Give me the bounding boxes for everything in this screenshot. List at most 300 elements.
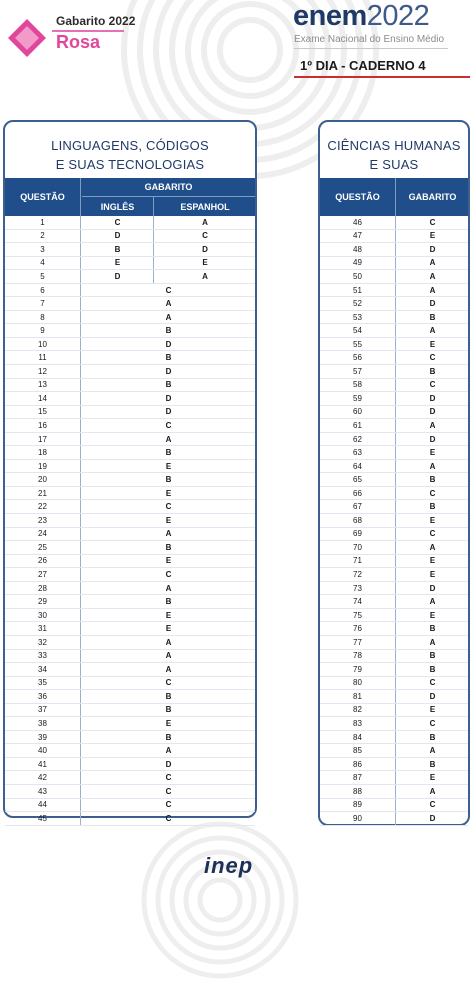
question-number: 68 — [320, 514, 396, 527]
table-row — [5, 216, 255, 230]
inep-logo: inep — [204, 853, 254, 878]
column-header-ingles: INGLÊS — [82, 197, 154, 216]
answer-letter: B — [429, 664, 436, 674]
question-number: 85 — [320, 744, 396, 757]
table-row — [5, 433, 255, 447]
question-number: 89 — [320, 799, 396, 812]
answer-letter: C — [165, 678, 172, 688]
question-number: 59 — [320, 392, 396, 405]
question-number: 30 — [5, 609, 81, 622]
caderno-label: 1º DIA - CADERNO 4 — [300, 58, 426, 73]
table-row — [320, 500, 468, 514]
question-number: 58 — [320, 379, 396, 392]
table-row — [320, 379, 468, 393]
table-row — [320, 230, 468, 244]
question-number: 83 — [320, 717, 396, 730]
table-row — [5, 622, 255, 636]
pink-diamond-icon — [6, 17, 48, 59]
question-number: 15 — [5, 406, 81, 419]
enem-logo-word: enem — [293, 0, 367, 32]
table-row — [5, 514, 255, 528]
table-row — [320, 419, 468, 433]
answer-letter: A — [165, 651, 172, 661]
question-number: 39 — [5, 731, 81, 744]
question-number: 63 — [320, 446, 396, 459]
answer-letter: C — [429, 353, 436, 363]
question-number: 52 — [320, 297, 396, 310]
answer-letter: D — [165, 407, 172, 417]
answer-letter: E — [429, 339, 436, 349]
table-row — [5, 270, 255, 284]
table-row — [5, 799, 255, 813]
question-number: 25 — [5, 541, 81, 554]
table-row — [320, 433, 468, 447]
answer-letter: B — [429, 624, 436, 634]
answer-letter: E — [429, 705, 436, 715]
question-number: 80 — [320, 677, 396, 690]
table-row — [5, 406, 255, 420]
answer-letter: D — [165, 759, 172, 769]
table-row — [5, 636, 255, 650]
table-row — [5, 379, 255, 393]
answer-letter: D — [429, 434, 436, 444]
table-row — [320, 392, 468, 406]
answer-letter: C — [429, 217, 436, 227]
answer-letter: C — [429, 719, 436, 728]
answer-letter: A — [165, 583, 172, 593]
question-number: 90 — [320, 812, 396, 825]
table-row — [320, 351, 468, 365]
table-header — [5, 178, 255, 216]
answer-letter: A — [429, 542, 436, 552]
table-row — [5, 338, 255, 352]
question-number: 71 — [320, 555, 396, 568]
question-number: 29 — [5, 595, 81, 608]
answer-espanhol: A — [202, 271, 208, 281]
table-row — [320, 799, 468, 813]
question-number: 72 — [320, 568, 396, 581]
table-row — [5, 758, 255, 772]
answer-letter: D — [165, 366, 172, 376]
table-row — [320, 541, 468, 555]
table-row — [5, 257, 255, 271]
answer-letter: E — [429, 448, 436, 458]
question-number: 46 — [320, 216, 396, 229]
answer-letter: C — [429, 488, 436, 498]
question-number: 70 — [320, 541, 396, 554]
question-number: 81 — [320, 690, 396, 703]
answer-ingles: D — [82, 230, 154, 243]
table-row — [5, 731, 255, 745]
table-row — [5, 568, 255, 582]
question-number: 17 — [5, 433, 81, 446]
answer-letter: C — [165, 285, 172, 295]
question-number: 42 — [5, 771, 81, 784]
question-number: 79 — [320, 663, 396, 676]
answer-letter: B — [429, 366, 436, 376]
answer-letter: A — [429, 746, 436, 756]
table-row — [320, 528, 468, 542]
answer-letter: C — [165, 569, 172, 579]
column-header-gabarito: GABARITO — [82, 178, 255, 197]
table-row — [320, 622, 468, 636]
table-row — [320, 270, 468, 284]
table-row — [320, 758, 468, 772]
question-number: 5 — [5, 270, 81, 283]
answer-letter: D — [165, 393, 172, 403]
question-number: 82 — [320, 704, 396, 717]
question-number: 87 — [320, 771, 396, 784]
question-number: 74 — [320, 595, 396, 608]
answer-letter: E — [165, 624, 172, 634]
question-number: 57 — [320, 365, 396, 378]
answer-letter: A — [429, 461, 436, 471]
table-row — [5, 582, 255, 596]
table-row — [320, 609, 468, 623]
question-number: 19 — [5, 460, 81, 473]
table-row — [320, 744, 468, 758]
answer-espanhol: E — [202, 258, 208, 268]
question-number: 34 — [5, 663, 81, 676]
table-row — [5, 500, 255, 514]
table-row — [320, 704, 468, 718]
table-row — [5, 663, 255, 677]
question-number: 66 — [320, 487, 396, 500]
answer-letter: C — [429, 800, 436, 810]
question-number: 51 — [320, 284, 396, 297]
table-body — [320, 216, 468, 826]
table-row — [5, 487, 255, 501]
question-number: 11 — [5, 351, 81, 364]
answer-letter: A — [429, 258, 436, 268]
question-number: 2 — [5, 230, 81, 243]
table-row — [5, 704, 255, 718]
question-number: 12 — [5, 365, 81, 378]
answer-letter: A — [429, 271, 436, 281]
answer-letter: B — [165, 597, 172, 607]
question-number: 78 — [320, 650, 396, 663]
question-number: 10 — [5, 338, 81, 351]
question-number: 60 — [320, 406, 396, 419]
answer-letter: C — [165, 773, 172, 783]
table-row — [5, 473, 255, 487]
table-row — [5, 812, 255, 826]
question-number: 37 — [5, 704, 81, 717]
answer-letter: B — [429, 759, 436, 769]
table-row — [320, 460, 468, 474]
table-row — [5, 717, 255, 731]
answer-letter: B — [165, 448, 172, 458]
column-header-espanhol: ESPANHOL — [180, 201, 230, 212]
table-row — [320, 284, 468, 298]
answer-letter: B — [165, 542, 172, 552]
answer-letter: E — [429, 556, 436, 566]
table-title-line: CIÊNCIAS HUMANAS — [327, 138, 461, 153]
enem-logo — [293, 0, 429, 33]
question-number: 64 — [320, 460, 396, 473]
answer-letter: C — [165, 800, 172, 810]
answer-letter: B — [429, 651, 436, 661]
answer-letter: E — [429, 610, 436, 620]
table-row — [320, 731, 468, 745]
question-number: 4 — [5, 257, 81, 270]
table-row — [320, 690, 468, 704]
table-row — [320, 324, 468, 338]
answer-letter: B — [165, 691, 172, 701]
linguagens-answer-table — [3, 120, 257, 823]
answer-letter: C — [429, 678, 436, 688]
table-row — [5, 446, 255, 460]
answer-letter: A — [429, 786, 436, 796]
question-number: 41 — [5, 758, 81, 771]
header-accent-line — [294, 76, 470, 78]
answer-letter: E — [165, 515, 172, 525]
table-row — [5, 595, 255, 609]
answer-letter: E — [165, 719, 172, 728]
question-number: 54 — [320, 324, 396, 337]
question-number: 26 — [5, 555, 81, 568]
ciencias-humanas-answer-table — [318, 120, 470, 826]
answer-letter: A — [429, 597, 436, 607]
table-row — [320, 677, 468, 691]
question-number: 77 — [320, 636, 396, 649]
question-number: 28 — [5, 582, 81, 595]
answer-letter: B — [429, 475, 436, 485]
table-row — [5, 297, 255, 311]
question-number: 20 — [5, 473, 81, 486]
question-number: 53 — [320, 311, 396, 324]
question-number: 23 — [5, 514, 81, 527]
gabarito-title: Gabarito 2022 — [56, 14, 136, 28]
answer-letter: E — [429, 515, 436, 525]
question-number: 84 — [320, 731, 396, 744]
answer-letter: B — [429, 312, 436, 322]
table-row — [320, 243, 468, 257]
answer-letter: B — [165, 380, 172, 390]
table-title — [5, 122, 255, 178]
answer-letter: A — [429, 326, 436, 336]
answer-letter: D — [429, 813, 436, 823]
question-number: 65 — [320, 473, 396, 486]
answer-ingles: B — [82, 243, 154, 256]
table-row — [320, 650, 468, 664]
answer-espanhol: A — [202, 217, 208, 227]
answer-letter: C — [165, 813, 172, 823]
answer-letter: C — [429, 380, 436, 390]
answer-letter: A — [165, 529, 172, 539]
question-number: 14 — [5, 392, 81, 405]
question-number: 38 — [5, 717, 81, 730]
answer-letter: A — [165, 434, 172, 444]
question-number: 21 — [5, 487, 81, 500]
question-number: 35 — [5, 677, 81, 690]
table-row — [320, 636, 468, 650]
answer-letter: D — [429, 244, 436, 254]
question-number: 31 — [5, 622, 81, 635]
answer-espanhol: D — [202, 244, 208, 254]
question-number: 33 — [5, 650, 81, 663]
table-row — [5, 771, 255, 785]
answer-letter: E — [429, 773, 436, 783]
table-row — [5, 609, 255, 623]
question-number: 55 — [320, 338, 396, 351]
question-number: 69 — [320, 528, 396, 541]
table-row — [320, 311, 468, 325]
answer-letter: C — [429, 529, 436, 539]
question-number: 45 — [5, 812, 81, 825]
table-row — [5, 230, 255, 244]
question-number: 40 — [5, 744, 81, 757]
table-row — [5, 351, 255, 365]
answer-letter: D — [429, 299, 436, 309]
question-number: 32 — [5, 636, 81, 649]
answer-letter: E — [165, 610, 172, 620]
answer-letter: A — [429, 420, 436, 430]
answer-letter: D — [429, 583, 436, 593]
table-row — [320, 555, 468, 569]
table-row — [5, 677, 255, 691]
answer-ingles: C — [82, 216, 154, 229]
table-row — [5, 419, 255, 433]
answer-letter: E — [165, 488, 172, 498]
question-number: 9 — [5, 324, 81, 337]
answer-letter: B — [429, 502, 436, 512]
column-header-questao: QUESTÃO — [5, 178, 81, 216]
answer-letter: A — [165, 312, 172, 322]
table-row — [320, 473, 468, 487]
table-row — [5, 744, 255, 758]
gabarito-color-label: Rosa — [56, 32, 101, 52]
answer-letter: B — [165, 732, 172, 742]
answer-letter: D — [429, 691, 436, 701]
question-number: 22 — [5, 500, 81, 513]
table-row — [320, 717, 468, 731]
table-title-line: E SUAS — [369, 157, 419, 172]
answer-letter: E — [429, 569, 436, 579]
answer-ingles: E — [82, 257, 154, 270]
question-number: 49 — [320, 257, 396, 270]
table-row — [320, 514, 468, 528]
table-row — [5, 392, 255, 406]
question-number: 73 — [320, 582, 396, 595]
question-number: 8 — [5, 311, 81, 324]
table-row — [5, 284, 255, 298]
answer-letter: A — [165, 664, 172, 674]
question-number: 27 — [5, 568, 81, 581]
question-number: 36 — [5, 690, 81, 703]
column-header-questao: QUESTÃO — [320, 178, 396, 216]
table-row — [5, 324, 255, 338]
table-row — [320, 446, 468, 460]
table-row — [5, 650, 255, 664]
table-row — [5, 528, 255, 542]
table-row — [320, 338, 468, 352]
answer-espanhol: C — [202, 231, 208, 241]
answer-letter: C — [165, 502, 172, 512]
question-number: 6 — [5, 284, 81, 297]
table-row — [320, 406, 468, 420]
table-row — [320, 487, 468, 501]
table-row — [320, 595, 468, 609]
answer-letter: B — [165, 353, 172, 363]
table-row — [5, 785, 255, 799]
answer-letter: D — [429, 407, 436, 417]
table-row — [320, 257, 468, 271]
background-rings-decoration — [120, 800, 320, 1000]
question-number: 86 — [320, 758, 396, 771]
table-row — [320, 365, 468, 379]
question-number: 61 — [320, 419, 396, 432]
table-row — [5, 365, 255, 379]
question-number: 88 — [320, 785, 396, 798]
table-row — [320, 812, 468, 826]
table-row — [5, 541, 255, 555]
enem-subtitle: Exame Nacional do Ensino Médio — [294, 34, 445, 45]
answer-letter: E — [165, 461, 172, 471]
answer-letter: D — [165, 339, 172, 349]
question-number: 75 — [320, 609, 396, 622]
question-number: 47 — [320, 230, 396, 243]
table-row — [5, 690, 255, 704]
table-title-line: LINGUAGENS, CÓDIGOS — [51, 138, 209, 153]
table-row — [5, 311, 255, 325]
enem-logo-year: 2022 — [366, 0, 430, 32]
question-number: 13 — [5, 379, 81, 392]
answer-letter: A — [429, 637, 436, 647]
question-number: 50 — [320, 270, 396, 283]
question-number: 3 — [5, 243, 81, 256]
page-header — [0, 0, 474, 110]
answer-letter: B — [165, 326, 172, 336]
question-number: 62 — [320, 433, 396, 446]
question-number: 18 — [5, 446, 81, 459]
question-number: 56 — [320, 351, 396, 364]
table-row — [320, 663, 468, 677]
question-number: 43 — [5, 785, 81, 798]
answer-letter: A — [429, 285, 436, 295]
answer-letter: B — [165, 705, 172, 715]
table-row — [320, 216, 468, 230]
answer-letter: E — [429, 231, 436, 241]
table-row — [320, 771, 468, 785]
answer-ingles: D — [82, 270, 154, 283]
table-row — [5, 460, 255, 474]
answer-letter: E — [165, 556, 172, 566]
question-number: 44 — [5, 799, 81, 812]
table-title — [320, 122, 468, 178]
answer-letter: D — [429, 393, 436, 403]
question-number: 76 — [320, 622, 396, 635]
table-row — [5, 243, 255, 257]
table-header — [320, 178, 468, 216]
question-number: 24 — [5, 528, 81, 541]
question-number: 7 — [5, 297, 81, 310]
question-number: 48 — [320, 243, 396, 256]
table-title-line: E SUAS TECNOLOGIAS — [55, 157, 205, 172]
question-number: 16 — [5, 419, 81, 432]
answer-letter: C — [165, 420, 172, 430]
header-divider — [294, 48, 448, 49]
table-row — [320, 297, 468, 311]
answer-letter: A — [165, 299, 172, 309]
column-header-gabarito: GABARITO — [408, 192, 457, 202]
question-number: 1 — [5, 216, 81, 229]
answer-letter: C — [165, 786, 172, 796]
table-row — [5, 555, 255, 569]
table-body — [5, 216, 255, 826]
table-row — [320, 568, 468, 582]
table-row — [320, 785, 468, 799]
